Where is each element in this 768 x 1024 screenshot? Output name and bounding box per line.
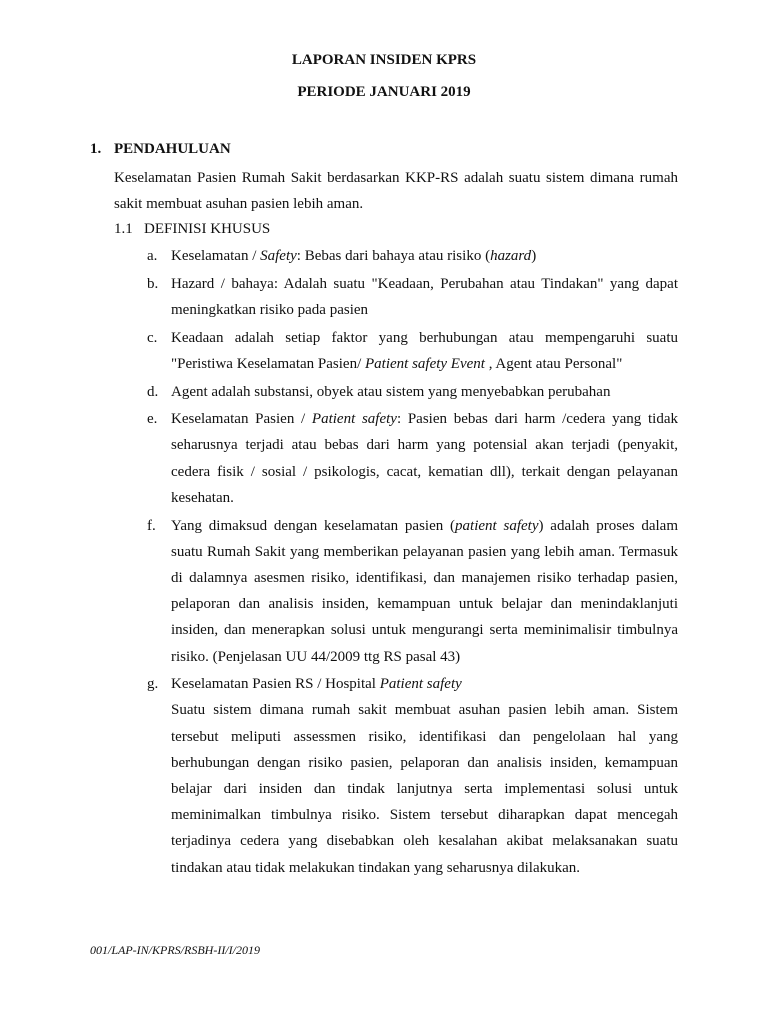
item-paragraph: Suatu sistem dimana rumah sakit membuat asuhan pasien lebih aman. Sistem tersebut meliputi assessmen risiko, identifikasi dan pengelolaan hal yang berhubungan dengan risiko pasien, pelaporan dan analisis insiden, kemampuan belajar dari insiden dan tindak lanjutnya serta implementasi solusi untuk meminimalkan timbulnya risiko. Sistem tersebut diharapkan dapat mencegah terjadinya cedera yang disebabkan oleh kesalahan akibat melaksanakan suatu tindakan atau tidak melakukan tindakan yang seharusnya dilakukan. xyxy=(171,702,678,876)
item-text: Keselamatan / Safety: Bebas dari bahaya atau risiko (hazard) xyxy=(171,248,537,264)
item-heading: Keselamatan Pasien RS / Hospital Patient safety xyxy=(171,676,462,693)
list-item xyxy=(147,513,678,670)
definition-list xyxy=(147,243,678,882)
report-title: LAPORAN INSIDEN KPRS xyxy=(291,52,477,68)
list-item xyxy=(147,671,678,881)
list-marker: a. xyxy=(147,248,158,264)
document-code: 001/LAP-IN/KPRS/RSBH-II/I/2019 xyxy=(90,943,260,957)
list-item xyxy=(147,379,678,405)
list-marker: e. xyxy=(147,411,158,428)
item-text: Yang dimaksud dengan keselamatan pasien (patient safety) adalah proses dalam suatu Rumah Sakit yang memberikan pelayanan pasien yang lebih aman. Termasuk di dalamnya asesmen risiko, identifikasi, dan manajemen risiko terhadap pasien, pelaporan dan analisis insiden, kemampuan untuk belajar dan menindaklanjuti insiden, dan menerapkan solusi untuk mengurangi serta meminimalisir timbulnya risiko. (Penjelasan UU 44/2009 ttg RS pasal 43) xyxy=(171,517,678,665)
list-item xyxy=(147,271,678,323)
list-marker: c. xyxy=(147,329,158,346)
list-marker: f. xyxy=(147,517,156,534)
item-text: Keselamatan Pasien / Patient safety: Pasien bebas dari harm /cedera yang tidak seharusnya terjadi atau bebas dari harm yang potensial akan terjadi (penyakit, cedera fisik / sosial / psikologis, cacat, kematian dll), terkait dengan pelayanan kesehatan. xyxy=(171,411,678,506)
subsection-title: DEFINISI KHUSUS xyxy=(144,221,271,237)
list-item xyxy=(147,325,678,377)
section-heading xyxy=(90,141,231,158)
list-marker: d. xyxy=(147,383,159,400)
list-marker: b. xyxy=(147,275,159,292)
report-period: PERIODE JANUARI 2019 xyxy=(297,84,471,100)
section-number: 1. xyxy=(90,141,102,157)
list-item xyxy=(147,243,678,269)
subsection-heading xyxy=(114,221,270,238)
item-text: Keadaan adalah setiap faktor yang berhubungan atau mempengaruhi suatu "Peristiwa Keselamatan Pasien/ Patient safety Event , Agent atau Personal" xyxy=(171,329,678,372)
subsection-number: 1.1 xyxy=(114,221,133,237)
intro-paragraph: Keselamatan Pasien Rumah Sakit berdasarkan KKP-RS adalah suatu sistem dimana rumah sakit membuat asuhan pasien lebih aman. xyxy=(114,170,678,212)
list-marker: g. xyxy=(147,676,159,693)
list-item xyxy=(147,406,678,511)
item-text: Hazard / bahaya: Adalah suatu "Keadaan, Perubahan atau Tindakan" yang dapat meningkatkan risiko pada pasien xyxy=(171,275,678,318)
section-title: PENDAHULUAN xyxy=(114,141,231,157)
item-text: Agent adalah substansi, obyek atau sistem yang menyebabkan perubahan xyxy=(171,383,611,400)
